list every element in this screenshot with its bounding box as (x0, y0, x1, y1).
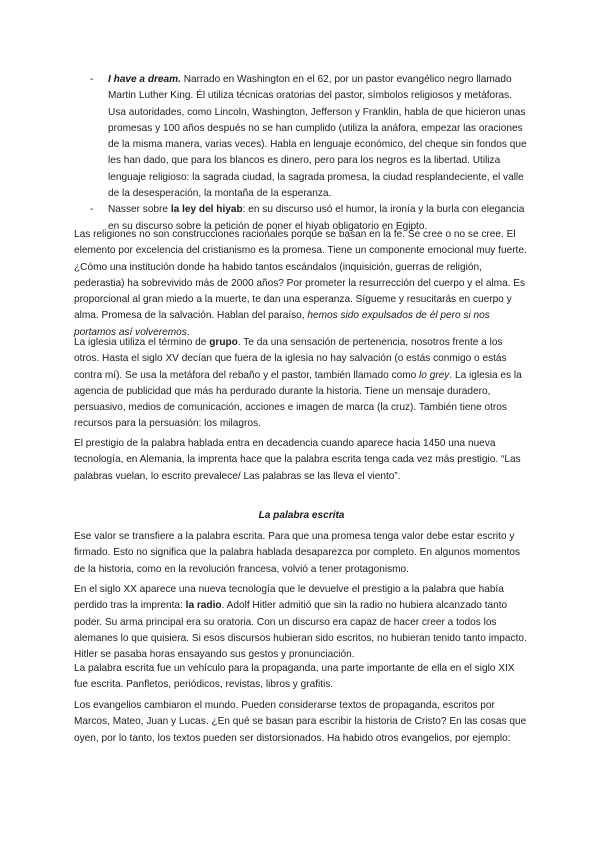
paragraph-end: . (186, 326, 190, 338)
paragraph-printing: El prestigio de la palabra hablada entra en decadencia cuando aparece hacia 1450 una nueva tecnología, en Alemania, la imprenta hace que la palabra escrita tenga cada vez más prestigio. “Las palabras vuelan, lo escrito prevalece/ Las palabras se las lleva el viento”. (74, 438, 521, 482)
list-item-prefix: Nasser sobre (108, 204, 171, 216)
list-item-text: Narrado en Washington en el 62, por un pastor evangélico negro llamado Martin Luther King. Él utiliza técnicas oratorias del pastor, símbolos religiosos y metáforas. Usa autoridades, como Lincoln, Washington, Jefferson y Franklin, habla de que hicieron unas promesas y 100 años después no se han cumplido (utiliza la anáfora, empezar las oraciones de la misma manera, varias veces). Habla en lenguaje económico, del cheque sin fondos que les han dado, que para los blancos es dinero, pero para los negros es la libertad. Utiliza lenguaje religioso: la sagrada ciudad, la sagrada promesa, la ciudad resplandeciente, el valle de la desesperación, la montaña de la esperanza. (108, 74, 527, 200)
paragraph-radio (74, 582, 529, 663)
paragraph-church (74, 335, 529, 433)
list-item (90, 72, 532, 202)
paragraph-written-word: Ese valor se transfiere a la palabra escrita. Para que una promesa tenga valor debe estar escrito y firmado. Esto no significa que la palabra hablada desaparezca por completo. En algunos momentos de la historia, como en la revolución francesa, volvió a tener protagonismo. (74, 531, 521, 575)
paragraph-gospels: Los evangelios cambiaron el mundo. Pueden considerarse textos de propaganda, escritos por Marcos, Mateo, Juan y Lucas. ¿En qué se basan para escribir la historia de Cristo? En las cosas que oyen, por lo tanto, los textos pueden ser distorsionados. Ha habido otros evangelios, por ejemplo: (74, 700, 527, 744)
paragraph-religion (74, 227, 529, 341)
paragraph-text: . Te da una sensación de pertenencia, nosotros frente a los otros. Hasta el siglo XV decían que fuera de la iglesia no hay salvación (o estás conmigo o estás contra mí). Se usa la metáfora del rebaño y el pastor, también llamado como (74, 337, 507, 381)
list-item-text: : en su discurso usó el humor, la ironía y la burla con elegancia en su discurso sobre la petición de poner el hiyab obligatorio en Egipto. (108, 204, 525, 232)
speech-title: I have a dream. (108, 74, 181, 85)
paragraph-italic: hemos sido expulsados de él pero si nos portamos así volveremos (74, 310, 490, 338)
bullet-dash: - (90, 74, 94, 85)
paragraph-text: . La iglesia es la agencia de publicidad que más ha perdurado durante la historia. Tiene un mensaje duradero, persuasivo, medios de comunicación, acciones e imagen de marca (la cruz). También tiene otros recursos para la persuasión: los milagros. (74, 369, 522, 430)
paragraph-bold: la radio (185, 600, 222, 612)
speech-list (90, 72, 532, 235)
section-heading: La palabra escrita (258, 510, 345, 521)
bullet-dash: - (90, 204, 94, 216)
paragraph-text: En el siglo XX aparece una nueva tecnología que le devuelve el prestigio a la palabra que había perdido tras la imprenta: (74, 584, 504, 612)
paragraph-text: . Adolf Hitler admitió que sin la radio no hubiera alcanzado tanto poder. Su arma principal era su oratoria. Con un discurso era capaz de hacer creer a todos los alemanes lo que quisiera. Si esos discursos hubieran sido escritos, no hubieran tenido tanto impacto. Hitler se pasaba horas ensayando sus gestos y pronunciación. (74, 600, 527, 661)
paragraph-text: Las religiones no son construcciones racionales porque se basan en la fe. Se cree o no se cree. El elemento por excelencia del cristianismo es la promesa. Tiene un componente emocional muy fuerte. ¿Cómo una institución donde ha habido tantos escándalos (inquisición, guerras de religión, pederastia) ha sobrevivido más de 2000 años? Por prometer la resurrección del cuerpo y el alma. Es proporcional al gran miedo a la muerte, te dan una esperanza. Sígueme y resucitarás en cuerpo y alma. Promesa de la salvación. Hablan del paraíso, (74, 229, 527, 322)
speech-title: la ley del hiyab (170, 204, 243, 216)
paragraph-bold: grupo (209, 337, 238, 348)
paragraph-italic: lo grey (419, 369, 450, 381)
paragraph-text: La iglesia utiliza el término de (74, 337, 210, 348)
paragraph-propaganda: La palabra escrita fue un vehículo para la propaganda, una parte importante de ella en el siglo XIX fue escrita. Panfletos, periódicos, revistas, libros y grafitis. (74, 663, 515, 691)
